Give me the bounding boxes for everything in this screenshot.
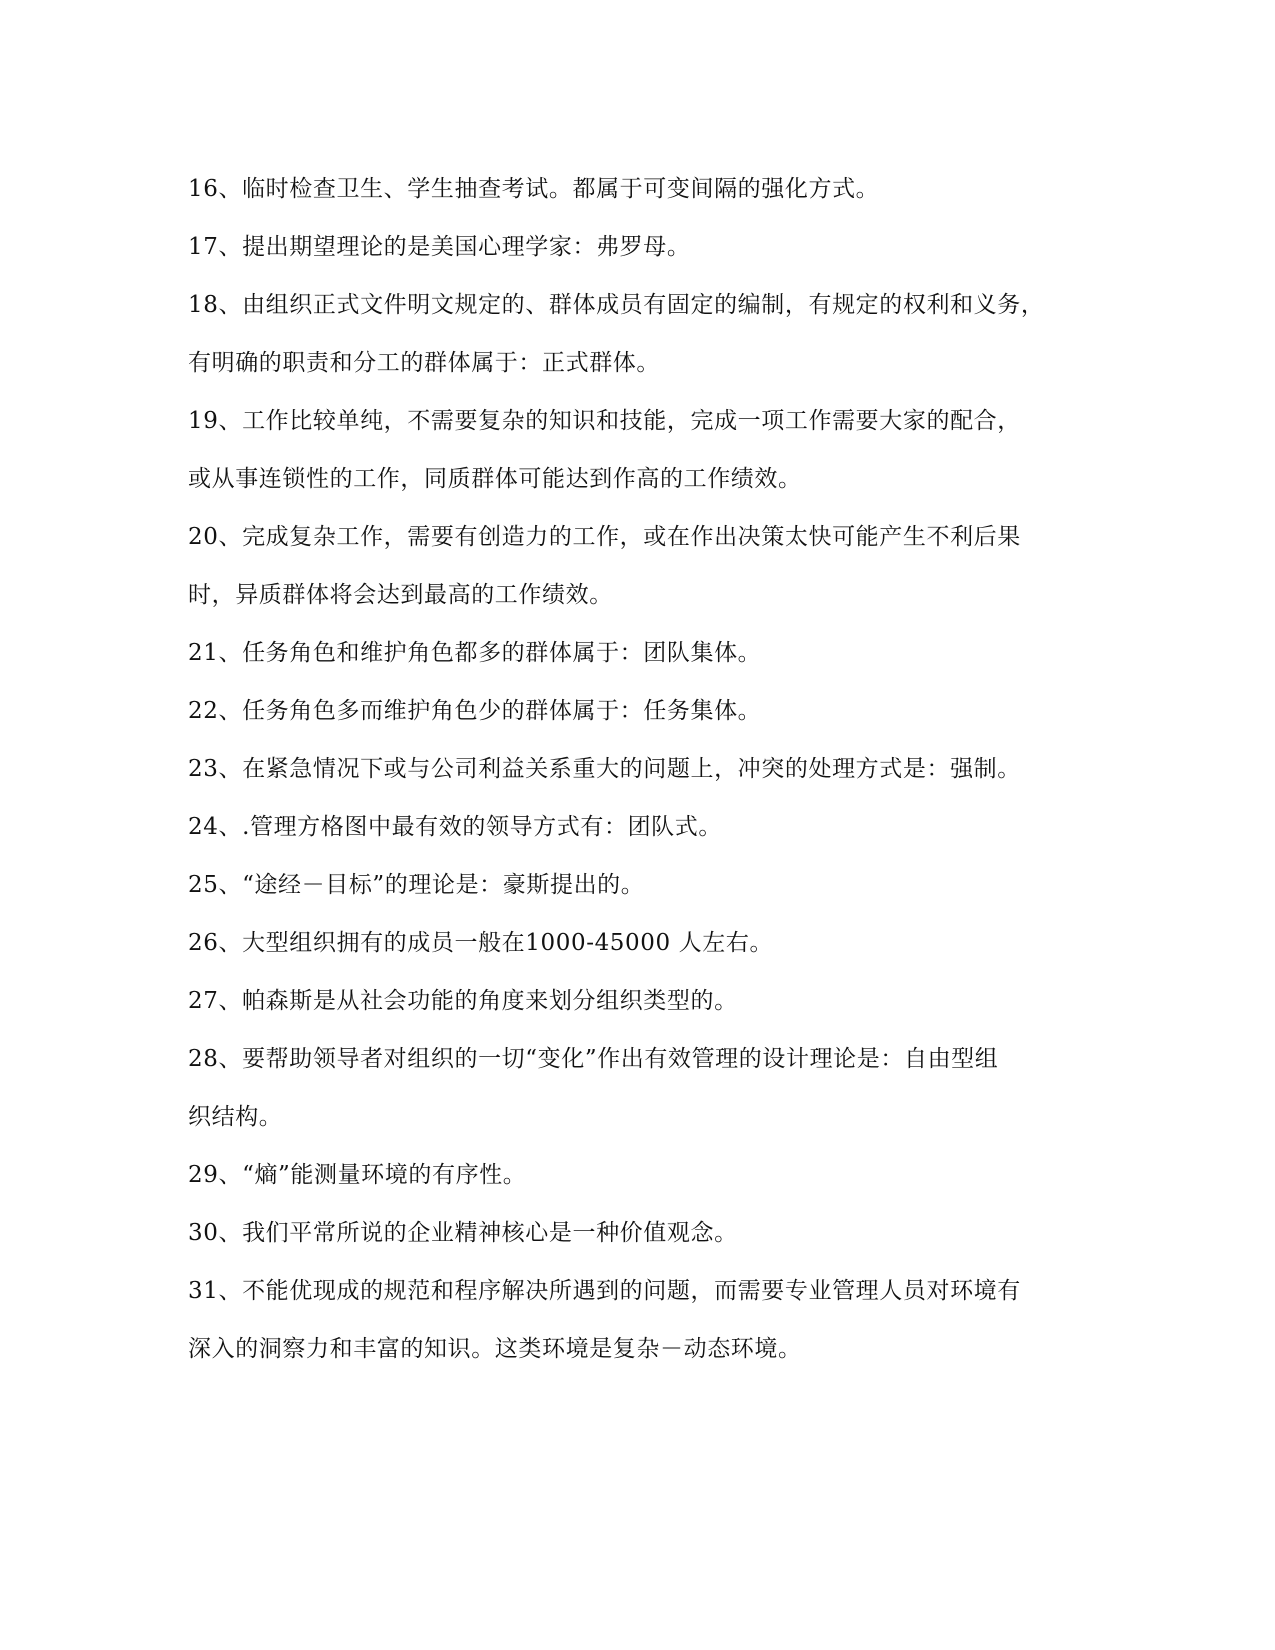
text-line-25: 25、“途经－目标”的理论是：豪斯提出的。 <box>188 872 645 898</box>
text-line-28a: 28、要帮助领导者对组织的一切“变化”作出有效管理的设计理论是：自由型组 <box>188 1046 999 1072</box>
text-line-24: 24、.管理方格图中最有效的领导方式有：团队式。 <box>188 814 722 840</box>
text-line-19b: 或从事连锁性的工作，同质群体可能达到作高的工作绩效。 <box>188 466 802 492</box>
text-line-17: 17、提出期望理论的是美国心理学家：弗罗母。 <box>188 234 691 260</box>
text-line-27: 27、帕森斯是从社会功能的角度来划分组织类型的。 <box>188 988 738 1014</box>
text-line-20b: 时，异质群体将会达到最高的工作绩效。 <box>188 582 613 608</box>
text-line-29: 29、“熵”能测量环境的有序性。 <box>188 1162 527 1188</box>
text-line-22: 22、任务角色多而维护角色少的群体属于：任务集体。 <box>188 698 762 724</box>
text-line-16: 16、临时检查卫生、学生抽查考试。都属于可变间隔的强化方式。 <box>188 176 880 202</box>
text-line-19a: 19、工作比较单纯，不需要复杂的知识和技能，完成一项工作需要大家的配合， <box>188 408 1021 434</box>
text-line-31a: 31、不能优现成的规范和程序解决所遇到的问题，而需要专业管理人员对环境有 <box>188 1278 1021 1304</box>
text-line-26: 26、大型组织拥有的成员一般在1000-45000 人左右。 <box>188 930 774 956</box>
text-line-21: 21、任务角色和维护角色都多的群体属于：团队集体。 <box>188 640 762 666</box>
text-line-18b: 有明确的职责和分工的群体属于：正式群体。 <box>188 350 660 376</box>
text-line-18a: 18、由组织正式文件明文规定的、群体成员有固定的编制，有规定的权利和义务， <box>188 292 1045 318</box>
text-line-30: 30、我们平常所说的企业精神核心是一种价值观念。 <box>188 1220 738 1246</box>
text-line-23: 23、在紧急情况下或与公司利益关系重大的问题上，冲突的处理方式是：强制。 <box>188 756 1021 782</box>
text-line-28b: 织结构。 <box>188 1104 283 1130</box>
text-line-20a: 20、完成复杂工作，需要有创造力的工作，或在作出决策太快可能产生不利后果 <box>188 524 1021 550</box>
text-line-31b: 深入的洞察力和丰富的知识。这类环境是复杂－动态环境。 <box>188 1336 802 1362</box>
